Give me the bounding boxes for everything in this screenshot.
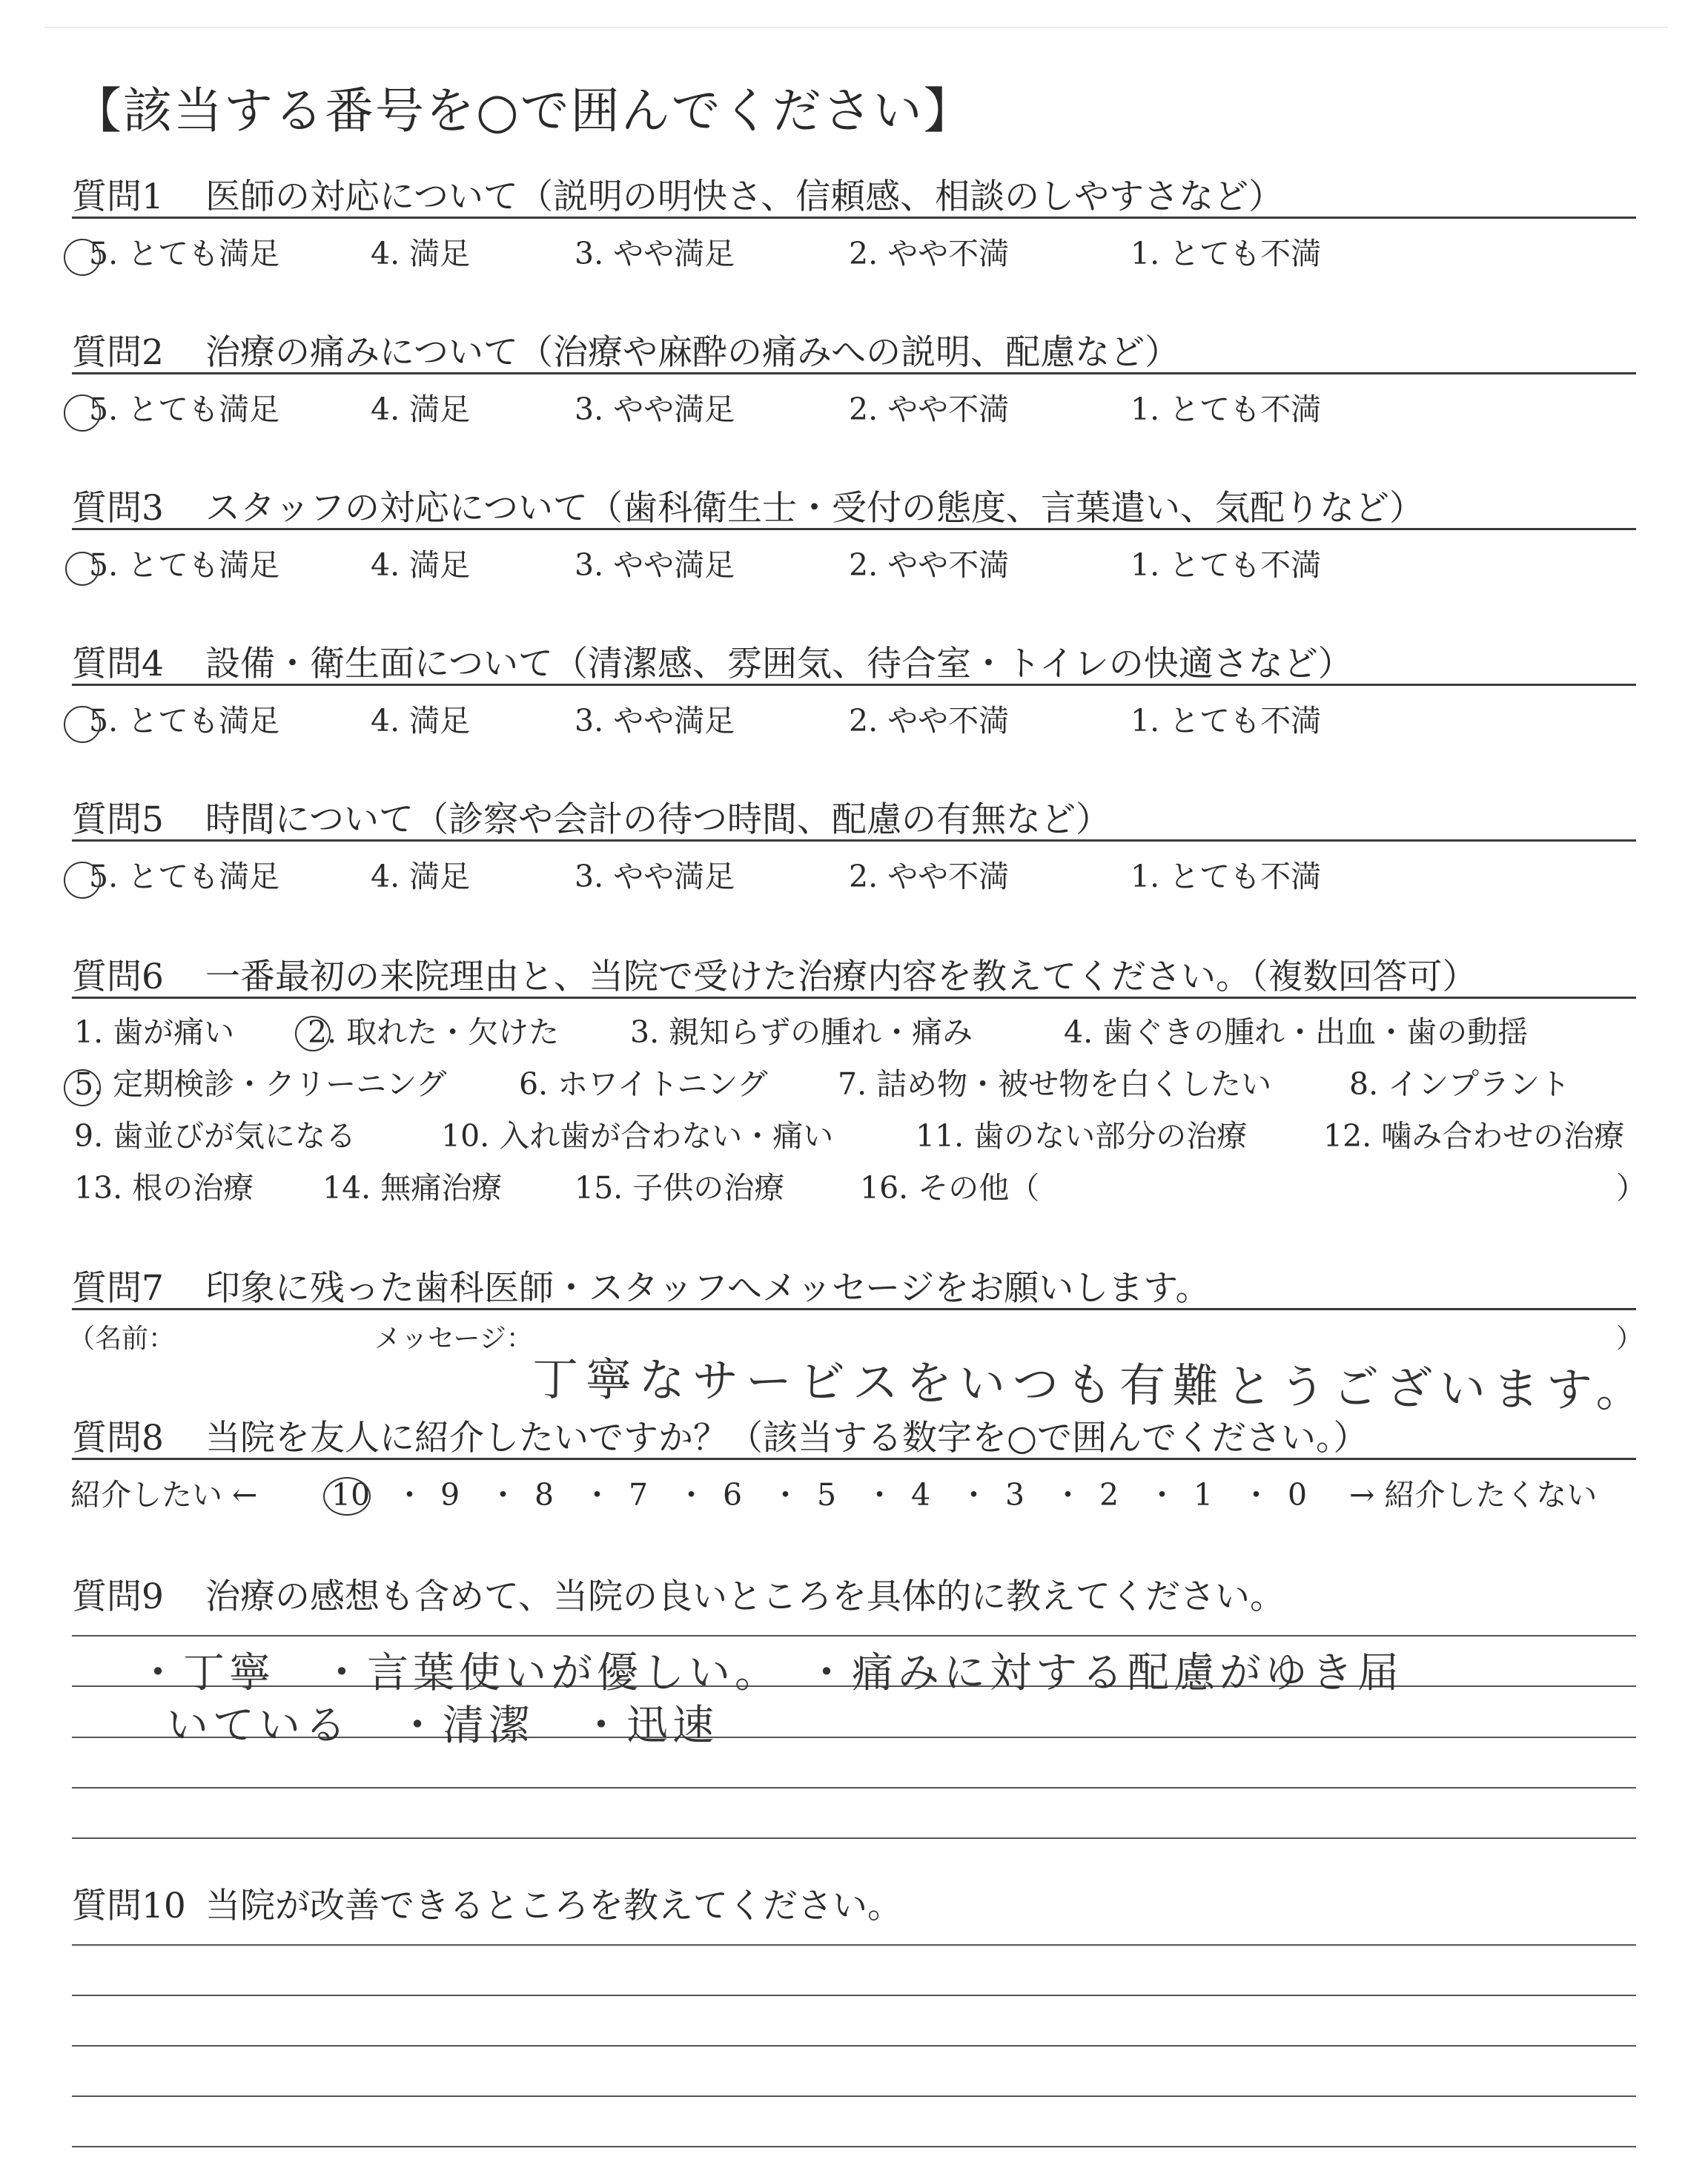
option-2[interactable]: 2. やや不満 [849, 547, 1010, 583]
option-1[interactable]: 1. とても不満 [1131, 547, 1322, 583]
question-9-heading [72, 1578, 1285, 1616]
option-11[interactable]: 11. 歯のない部分の治療 [916, 1118, 1248, 1154]
question-3-heading [72, 489, 1636, 530]
option-16[interactable]: 16. その他（ [860, 1170, 1040, 1206]
question-number: 質問2 [72, 332, 164, 373]
scale-separator: ・ [1241, 1477, 1271, 1513]
option-5[interactable]: 5. 定期検診・クリーニング [74, 1066, 447, 1102]
scale-separator: ・ [1147, 1477, 1177, 1513]
option-3[interactable]: 3. 親知らずの腫れ・痛み [630, 1014, 973, 1050]
scale-1[interactable]: 1 [1194, 1477, 1214, 1513]
question-2-heading [72, 334, 1636, 374]
answer-line [72, 2045, 1636, 2047]
scale-10[interactable]: 10 [331, 1477, 371, 1513]
option-2[interactable]: 2. やや不満 [849, 859, 1010, 894]
question-text: 治療の感想も含めて、当院の良いところを具体的に教えてください。 [205, 1576, 1285, 1617]
scale-3[interactable]: 3 [1005, 1477, 1025, 1513]
scale-separator: ・ [864, 1477, 895, 1513]
question-number: 質問8 [72, 1418, 164, 1459]
scale-0[interactable]: 0 [1288, 1477, 1308, 1513]
selection-circle [295, 1016, 331, 1051]
option-9[interactable]: 9. 歯並びが気になる [74, 1118, 357, 1154]
scale-4[interactable]: 4 [911, 1477, 931, 1513]
option-4[interactable]: 4. 満足 [371, 703, 471, 739]
option-1[interactable]: 1. とても不満 [1131, 859, 1322, 894]
option-4[interactable]: 4. 満足 [371, 547, 471, 583]
scale-separator: ・ [770, 1477, 801, 1513]
scale-2[interactable]: 2 [1099, 1477, 1119, 1513]
answer-line [72, 1635, 1636, 1636]
answer-line [72, 1995, 1636, 1996]
option-3[interactable]: 3. やや満足 [575, 703, 735, 739]
question-number: 質問10 [72, 1886, 186, 1926]
scale-8[interactable]: 8 [534, 1477, 555, 1513]
option-2[interactable]: 2. やや不満 [849, 392, 1010, 427]
question-number: 質問4 [72, 644, 164, 684]
option-1[interactable]: 1. とても不満 [1131, 703, 1322, 739]
option-1[interactable]: 1. とても不満 [1131, 236, 1322, 271]
option-4[interactable]: 4. 満足 [371, 859, 471, 894]
scale-6[interactable]: 6 [723, 1477, 743, 1513]
scale-5[interactable]: 5 [817, 1477, 837, 1513]
question-number: 質問6 [72, 957, 164, 997]
option-1[interactable]: 1. 歯が痛い [74, 1014, 235, 1050]
question-8-heading [72, 1419, 1636, 1460]
answer-line [72, 1837, 1636, 1839]
question-4-heading [72, 645, 1636, 686]
option-10[interactable]: 10. 入れ歯が合わない・痛い [441, 1118, 834, 1154]
option-4[interactable]: 4. 満足 [371, 392, 471, 427]
option-3[interactable]: 3. やや満足 [575, 236, 735, 271]
form-title: 【該当する番号を○で囲んでください】 [73, 82, 974, 139]
option-3[interactable]: 3. やや満足 [575, 392, 735, 427]
selection-circle [64, 706, 101, 743]
option-2[interactable]: 2. やや不満 [849, 703, 1010, 739]
option-15[interactable]: 15. 子供の治療 [575, 1170, 785, 1206]
question-1-heading [72, 178, 1636, 219]
selection-circle [323, 1477, 371, 1516]
question-text: 当院を友人に紹介したいですか？（該当する数字を○で囲んでください。） [205, 1418, 1368, 1459]
question-number: 質問3 [72, 488, 164, 529]
answer-line [72, 1944, 1636, 1946]
name-label: （名前： [68, 1324, 176, 1354]
scale-separator: ・ [959, 1477, 989, 1513]
top-border [44, 27, 1668, 28]
option-8[interactable]: 8. インプラント [1349, 1066, 1571, 1102]
option-4[interactable]: 4. 満足 [371, 236, 471, 271]
question-text: 印象に残った歯科医師・スタッフへメッセージをお願いします。 [205, 1268, 1211, 1309]
option-4[interactable]: 4. 歯ぐきの腫れ・出血・歯の動揺 [1064, 1014, 1529, 1050]
answer-line [72, 1787, 1636, 1789]
scale-separator: ・ [488, 1477, 518, 1513]
option-5[interactable]: 5. とても満足 [89, 703, 280, 739]
option-7[interactable]: 7. 詰め物・被せ物を白くしたい [838, 1066, 1272, 1102]
scale-separator: ・ [676, 1477, 706, 1513]
option-14[interactable]: 14. 無痛治療 [322, 1170, 503, 1206]
question-number: 質問9 [72, 1576, 164, 1617]
question-text: 治療の痛みについて（治療や麻酔の痛みへの説明、配慮など） [205, 332, 1180, 373]
close-paren: ） [1616, 1170, 1646, 1206]
answer-line [72, 2146, 1636, 2147]
question-text: 医師の対応について（説明の明快さ、信頼感、相談のしやすさなど） [205, 176, 1284, 217]
recommend-label: 紹介したい ← [70, 1477, 258, 1513]
option-3[interactable]: 3. やや満足 [575, 547, 735, 583]
scale-separator: ・ [394, 1477, 425, 1513]
option-12[interactable]: 12. 噛み合わせの治療 [1323, 1118, 1625, 1154]
question-text: 一番最初の来院理由と、当院で受けた治療内容を教えてください。（複数回答可） [205, 957, 1477, 997]
question-text: 当院が改善できるところを教えてください。 [205, 1886, 902, 1926]
handwritten-answer-line-1: ・丁寧 ・言葉使いが優しい。 ・痛みに対する配慮がゆき届 [137, 1649, 1403, 1697]
selection-circle [64, 862, 101, 899]
question-10-heading [72, 1887, 902, 1926]
question-6-heading [72, 958, 1636, 999]
scale-separator: ・ [582, 1477, 612, 1513]
scale-9[interactable]: 9 [440, 1477, 460, 1513]
selection-circle [64, 239, 101, 276]
question-number: 質問7 [72, 1268, 164, 1309]
question-text: スタッフの対応について（歯科衛生士・受付の態度、言葉遣い、気配りなど） [205, 488, 1425, 529]
option-2[interactable]: 2. 取れた・欠けた [308, 1014, 560, 1050]
handwritten-message: 丁寧なサービスをいつも有難とうございます。 [532, 1352, 1650, 1418]
selection-circle [64, 394, 101, 432]
option-5[interactable]: 5. とても満足 [89, 547, 280, 583]
close-paren: ） [1616, 1324, 1644, 1354]
answer-line [72, 2095, 1636, 2097]
selection-circle [65, 552, 99, 586]
option-5[interactable]: 5. とても満足 [89, 236, 280, 271]
option-13[interactable]: 13. 根の治療 [74, 1170, 254, 1206]
handwritten-answer-line-2: いている ・清潔 ・迅速 [167, 1702, 718, 1750]
scale-separator: ・ [1053, 1477, 1083, 1513]
question-text: 設備・衛生面について（清潔感、雰囲気、待合室・トイレの快適さなど） [205, 644, 1353, 684]
option-5[interactable]: 5. とても満足 [89, 392, 280, 427]
scale-7[interactable]: 7 [629, 1477, 649, 1513]
question-5-heading [72, 801, 1636, 842]
option-1[interactable]: 1. とても不満 [1131, 392, 1322, 427]
option-3[interactable]: 3. やや満足 [575, 859, 735, 894]
question-number: 質問1 [72, 176, 164, 217]
option-6[interactable]: 6. ホワイトニング [519, 1066, 768, 1102]
option-5[interactable]: 5. とても満足 [89, 859, 280, 894]
message-label: メッセージ： [374, 1324, 533, 1354]
option-2[interactable]: 2. やや不満 [849, 236, 1010, 271]
not-recommend-label: → 紹介したくない [1349, 1477, 1598, 1513]
question-number: 質問5 [72, 799, 164, 840]
selection-circle [64, 1069, 101, 1106]
question-7-heading [72, 1269, 1636, 1310]
question-text: 時間について（診察や会計の待つ時間、配慮の有無など） [205, 799, 1111, 840]
